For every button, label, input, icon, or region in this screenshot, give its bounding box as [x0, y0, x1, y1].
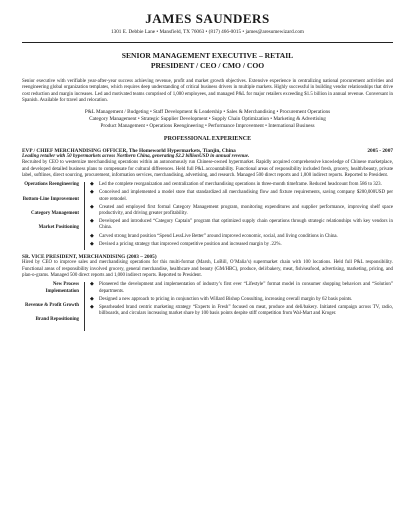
header-divider: [22, 42, 393, 43]
list-item: ◆ Developed and introduced “Category Captain” program that optimized supply chain operations through strategic relationships with key vendors in China.: [90, 219, 393, 231]
label-brand-repositioning: Brand Repositioning: [35, 317, 79, 323]
job-2-header: [22, 254, 393, 261]
list-item: ◆ Led the complete reorganization and centralization of merchandising operations in three-month timeframe. Reduced headcount from 586 to 323.: [90, 182, 382, 188]
list-item: ◆ Carved strong brand position “Spend LessLive Better” around improved economic, social, and living conditions in China.: [90, 233, 338, 239]
summary-paragraph: Senior executive with verifiable year-after-year success achieving revenue, profit and market growth objectives. Extensive experience in centralizing national procurement activities and reengineering global organization templates, which requires deep understanding of critical business drivers in multiple markets. Highly successful in building vendor relationships that drive cost reduction and margin increases. Led and motivated teams comprised of 1,000 employees, and managed P&L for major retailers exceeding $1.5 billion in annual revenue. Conversant in Spanish. Available for travel and relocation.: [22, 79, 393, 103]
label-new-process-implementation: New Process Implementation: [45, 282, 79, 294]
job-2-title: SR. VICE PRESIDENT, MERCHANDISING (2003 – 2005): [22, 253, 157, 260]
job-2-labels: [22, 282, 84, 331]
bullet-icon: ◆: [90, 282, 94, 288]
list-item: ◆ Pioneered the development and implementation of industry’s first ever “Lifestyle” format model in consumer shopping behaviors and “Solution” departments.: [90, 282, 393, 294]
label-revenue-profit-growth: Revenue & Profit Growth: [24, 302, 79, 308]
bullet-icon: ◆: [90, 219, 94, 225]
bullet-icon: ◆: [90, 204, 94, 210]
bullet-icon: ◆: [90, 304, 94, 310]
keyword-line-3: Product Management • Operations Reengineering • Performance Improvement • International Business: [100, 122, 315, 129]
job-2-bullet-list: [84, 282, 393, 331]
keyword-line-2: Category Management • Strategic Supplier Development • Supply Chain Optimization • Marketing & Advertising: [89, 115, 326, 122]
section-title-experience: PROFESSIONAL EXPERIENCE: [163, 135, 252, 142]
job-2-achievements: [22, 282, 393, 331]
list-item: ◆ Created and employed first formal Category Management program, monitoring expenditures and supplier performance, improving shelf space productivity, and driving greater profitability.: [90, 204, 393, 217]
candidate-name: JAMES SAUNDERS: [145, 11, 270, 26]
list-item: ◆ Designed a new approach to pricing in conjunction with Willard Bishop Consulting, increasing overall margin by 62 basis points.: [90, 296, 353, 302]
headline-line-1: SENIOR MANAGEMENT EXECUTIVE – RETAIL: [121, 51, 294, 60]
job-1-description: Recruited by CEO to westernize merchandising operations within an autonomously run Chinese-owned hypermarket. Rapidly acquired comprehensive knowledge of Chinese marketplace, and developed detailed business plans to compensate for cultural differences. Held full P&L accountability. Functional areas of responsibility included fresh, grocery, health/beauty, private label, softlines, direct sourcing, procurement, information services, merchandising, advertising, and research. Managed 500 direct reports and 1,000 indirect reports. Reported to President.: [22, 160, 393, 178]
job-1-title: EVP / CHIEF MERCHANDISING OFFICER, The Homeworld Hypermarkets, Tianjin, China: [22, 147, 236, 154]
headline: [22, 51, 393, 71]
bullet-icon: ◆: [90, 241, 94, 247]
job-1-dates: 2005 - 2007: [367, 147, 393, 154]
keyword-block: [22, 109, 393, 129]
job-1-header: [22, 148, 393, 155]
job-1-labels: [22, 182, 84, 249]
label-market-positioning: Market Positioning: [38, 225, 79, 231]
contact-line: 1301 E. Debbie Lane • Mansfield, TX 76063 • (817) 466-0015 • james@aresumewizard.com: [111, 29, 304, 35]
label-category-management: Category Management: [31, 210, 79, 216]
keyword-line-1: P&L Management / Budgeting • Staff Development & Leadership • Sales & Merchandising • Procurement Operations: [84, 109, 331, 116]
bullet-icon: ◆: [90, 182, 94, 188]
bullet-icon: ◆: [90, 190, 94, 196]
job-1-achievements: [22, 182, 393, 249]
list-item: ◆ Devised a pricing strategy that improved competitive position and increased margin by .22%.: [90, 241, 282, 247]
label-operations-reengineering: Operations Reengineering: [24, 182, 79, 188]
headline-line-2: PRESIDENT / CEO / CMO / COO: [150, 61, 265, 70]
list-item: ◆ Spearheaded brand centric marketing strategy “Experts in Fresh” focused on meat, produce and deli/bakery. Initiated campaign across TV, radio, billboards, and circulars increasing market share by 100 basis points despite stiff competition from Wal-Mart and Kroger.: [90, 304, 393, 316]
job-1-subtitle: Leading retailer with 50 hypermarkets across Northern China, generating $2.2 billionUSD in annual revenue.: [22, 154, 250, 160]
label-bottom-line-improvement: Bottom-Line Improvement: [22, 196, 79, 202]
job-1-bullet-list: [84, 182, 393, 249]
bullet-icon: ◆: [90, 296, 94, 302]
job-2-description: Hired by CEO to improve sales and merchandising operations for this multi-format (Marsh, LoBill, O’Malia’s) supermarket chain with 100 locations. Held full P&L responsibility. Functional areas of responsibility involved grocery, general merchandise, healthcare and beauty (GM/HBC), produce, deli/bakery, meat, fish/seafood, advertising, marketing, pricing, and plan-o-grams. Managed 500 direct reports and 1,000 indirect reports. Reported to President.: [22, 260, 393, 278]
list-item: ◆ Conceived and implemented a model store that standardized all merchandising flow and fixture requirements, saving company $200,000USD per store remodel.: [90, 190, 393, 202]
bullet-icon: ◆: [90, 233, 94, 239]
